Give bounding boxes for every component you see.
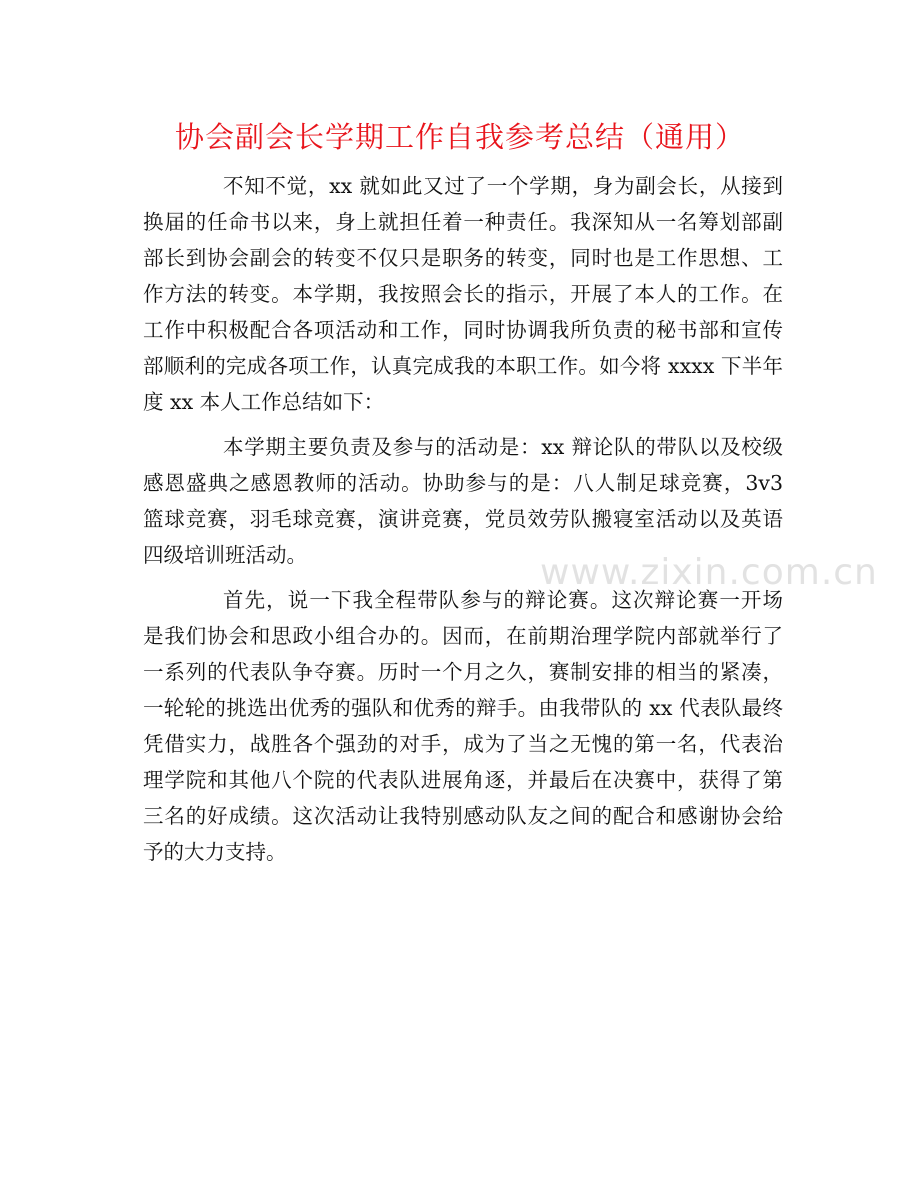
paragraph-line: 感恩盛典之感恩教师的活动。协助参与的是：八人制足球竞赛，3v3 bbox=[143, 471, 783, 495]
paragraph-line: 予的大力支持。 bbox=[143, 840, 287, 864]
paragraph-line: 工作中积极配合各项活动和工作，同时协调我所负责的秘书部和宣传 bbox=[143, 318, 783, 342]
paragraph-line: 一系列的代表队争夺赛。历时一个月之久，赛制安排的相当的紧凑， bbox=[143, 660, 783, 684]
paragraph-line: 三名的好成绩。这次活动让我特别感动队友之间的配合和感谢协会给 bbox=[143, 804, 783, 828]
paragraph-line: 部长到协会副会的转变不仅只是职务的转变，同时也是工作思想、工 bbox=[143, 246, 783, 270]
watermark: www.zixin.com.cn bbox=[540, 552, 878, 593]
paragraph-line: 本学期主要负责及参与的活动是：xx 辩论队的带队以及校级 bbox=[223, 435, 783, 459]
paragraph-line: 一轮轮的挑选出优秀的强队和优秀的辩手。由我带队的 xx 代表队最终 bbox=[143, 696, 783, 720]
paragraph-line: 换届的任命书以来，身上就担任着一种责任。我深知从一名筹划部副 bbox=[143, 210, 783, 234]
paragraph-line: 理学院和其他八个院的代表队进展角逐，并最后在决赛中，获得了第 bbox=[143, 768, 783, 792]
paragraph-line: 篮球竞赛，羽毛球竞赛，演讲竞赛，党员效劳队搬寝室活动以及英语 bbox=[143, 507, 783, 531]
paragraph-line: 凭借实力，战胜各个强劲的对手，成为了当之无愧的第一名，代表治 bbox=[143, 732, 783, 756]
paragraph-1 bbox=[143, 168, 783, 420]
paragraph-3 bbox=[143, 582, 783, 870]
paragraph-line: 部顺利的完成各项工作，认真完成我的本职工作。如今将 xxxx 下半年 bbox=[143, 354, 783, 378]
document-title: 协会副会长学期工作自我参考总结（通用） bbox=[174, 120, 745, 154]
paragraph-line: 四级培训班活动。 bbox=[143, 543, 307, 567]
paragraph-line: 是我们协会和思政小组合办的。因而，在前期治理学院内部就举行了 bbox=[143, 624, 783, 648]
paragraph-line: 不知不觉，xx 就如此又过了一个学期，身为副会长，从接到 bbox=[223, 174, 783, 198]
paragraph-line: 作方法的转变。本学期，我按照会长的指示，开展了本人的工作。在 bbox=[143, 282, 783, 306]
paragraph-line: 度 xx 本人工作总结如下： bbox=[143, 390, 385, 414]
paragraph-line: 首先，说一下我全程带队参与的辩论赛。这次辩论赛一开场 bbox=[223, 588, 783, 612]
document-body bbox=[143, 168, 783, 879]
